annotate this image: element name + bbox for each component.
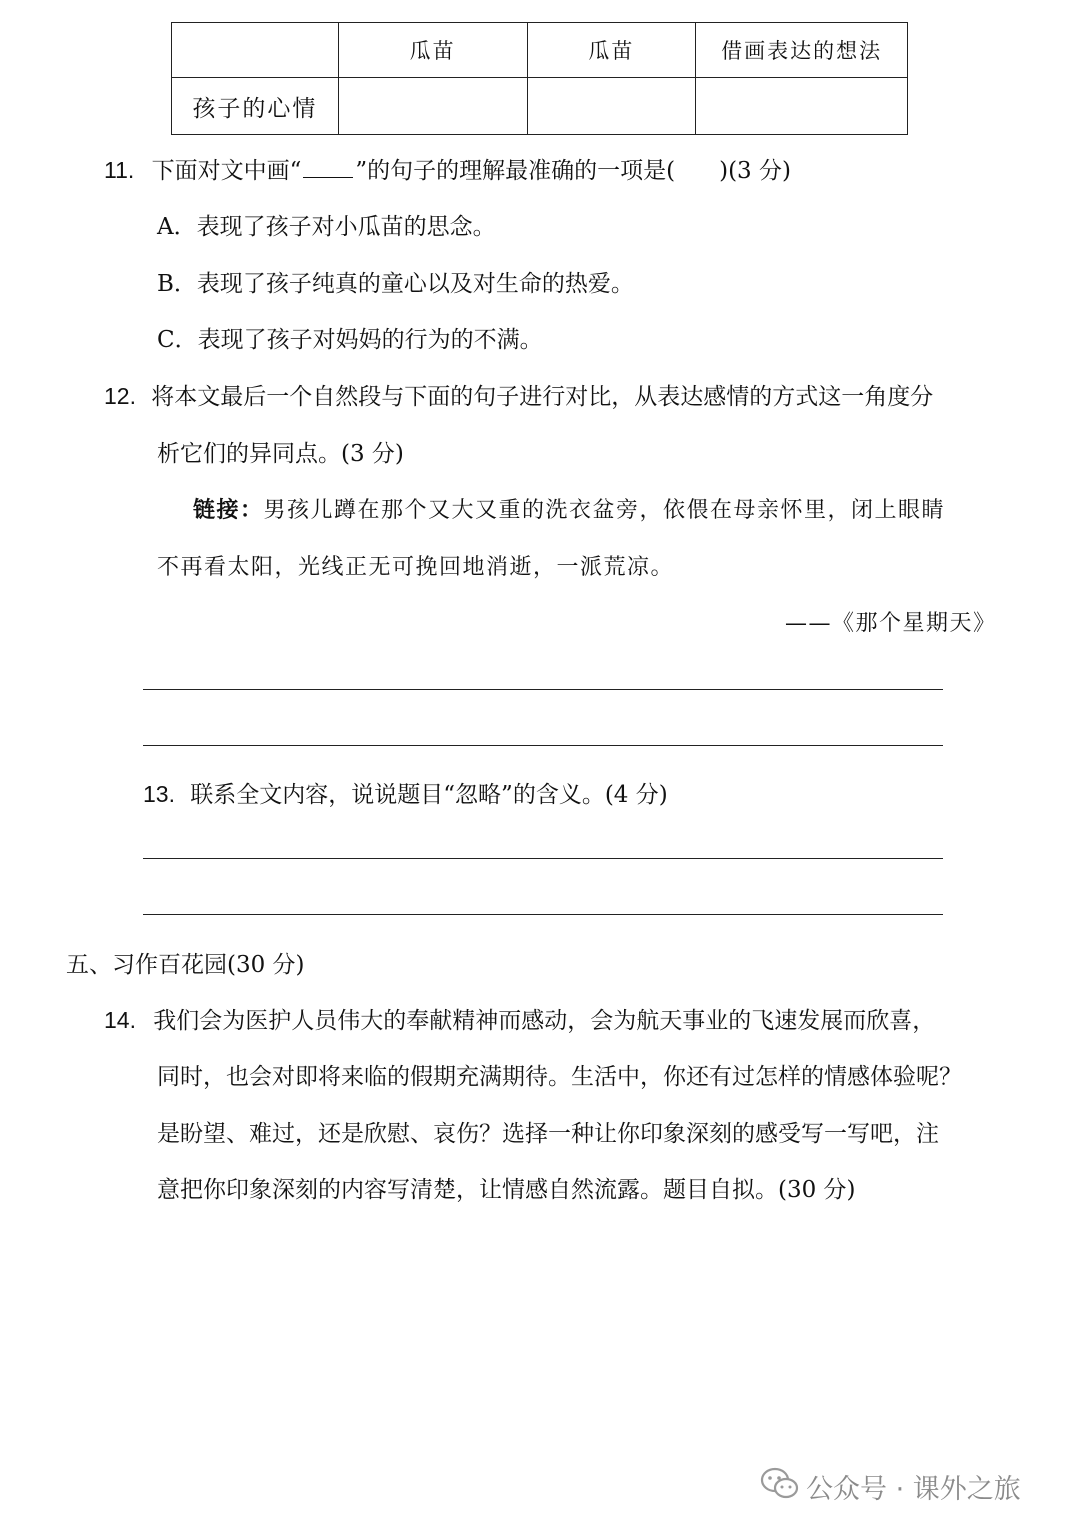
question-number: 12.: [104, 383, 136, 409]
section-score: (30 分): [227, 952, 305, 978]
question-number: 14.: [104, 1007, 136, 1033]
option-c: C．表现了孩子对妈妈的行为的不满。: [157, 327, 543, 353]
question-text: 我们会为医护人员伟大的奉献精神而感动，会为航天事业的飞速发展而欣喜，: [153, 1008, 936, 1034]
link-source: ——《那个星期天》: [785, 611, 997, 636]
question-text: 联系全文内容，说说题目“忽略”的含义。(4 分): [190, 782, 668, 808]
link-label: 链接：: [193, 498, 264, 523]
link-text: 男孩儿蹲在那个又大又重的洗衣盆旁，依偎在母亲怀里，闭上眼睛: [263, 498, 946, 523]
answer-line[interactable]: [143, 745, 943, 746]
answer-line[interactable]: [143, 689, 943, 690]
question-14-line3: 是盼望、难过，还是欣慰、哀伤？选择一种让你印象深刻的感受写一写吧，注: [157, 1121, 939, 1147]
question-14-line2: 同时，也会对即将来临的假期充满期待。生活中，你还有过怎样的情感体验呢？: [157, 1064, 962, 1090]
question-text-post: ”的句子的理解最准确的一项是(: [355, 158, 676, 184]
question-text-pre: 下面对文中画“: [151, 158, 302, 184]
table-header-cell: 瓜苗: [338, 23, 527, 78]
table-row: [172, 78, 908, 135]
question-13: [143, 776, 668, 809]
answer-line[interactable]: [143, 914, 943, 915]
question-14: [104, 1002, 935, 1035]
table-header-cell: 瓜苗: [527, 23, 696, 78]
section-title: [66, 946, 305, 979]
question-14-line4: 意把你印象深刻的内容写清楚，让情感自然流露。题目自拟。(30 分): [157, 1177, 856, 1203]
emotion-table: [171, 22, 908, 135]
table-answer-cell[interactable]: [338, 78, 527, 135]
question-12: [104, 378, 933, 411]
answer-line[interactable]: [143, 858, 943, 859]
option-a: A．表现了孩子对小瓜苗的思念。: [157, 214, 496, 240]
underline-mark: [303, 157, 353, 178]
table-answer-cell[interactable]: [696, 78, 908, 135]
table-header-cell: [172, 23, 339, 78]
option-b: B．表现了孩子纯真的童心以及对生命的热爱。: [157, 271, 634, 297]
question-number: 13.: [143, 781, 175, 807]
link-passage-line1: [193, 493, 945, 524]
question-11: [104, 152, 791, 185]
question-text: 将本文最后一个自然段与下面的句子进行对比，从表达感情的方式这一角度分: [151, 384, 934, 410]
table-answer-cell[interactable]: [527, 78, 696, 135]
question-12-line2: 析它们的异同点。(3 分): [157, 441, 404, 467]
table-row-label: 孩子的心情: [172, 78, 339, 135]
section-title-text: 五、习作百花园: [66, 952, 227, 978]
question-score: )(3 分): [719, 158, 791, 184]
link-passage-line2: 不再看太阳，光线正无可挽回地消逝，一派荒凉。: [157, 555, 675, 580]
table-header-cell: 借画表达的想法: [696, 23, 908, 78]
wechat-icon: [760, 1467, 800, 1501]
question-number: 11.: [104, 157, 135, 183]
table-header-row: [172, 23, 908, 78]
watermark-text: 公众号 · 课外之旅: [806, 1474, 1021, 1505]
